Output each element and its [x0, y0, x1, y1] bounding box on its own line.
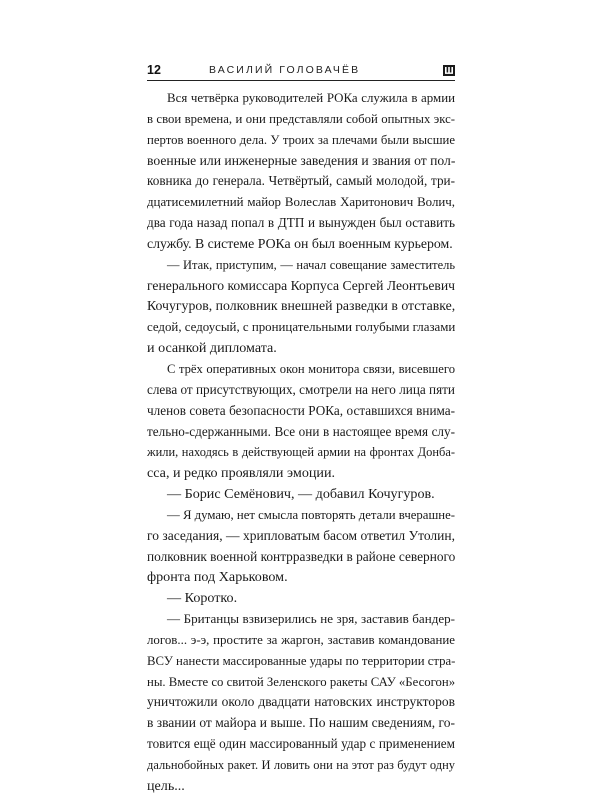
text-line: тельно-сдержанными. Все они в настоящее время слу- [147, 423, 455, 439]
text-line: уничтожили около двадцати натовских инструкторов [147, 694, 455, 710]
running-head-author: ВАСИЛИЙ ГОЛОВАЧЁВ [209, 64, 361, 76]
text-line: сса, и редко проявляли эмоции. [147, 465, 336, 482]
text-line: в звании от майора и выше. По нашим сведениям, го- [147, 715, 455, 731]
text-line: дальнобойных ракет. И ловить они на этот раз будут одну [147, 758, 455, 772]
text-line: Вся четвёрка руководителей РОКа служила в армии [167, 91, 455, 105]
page-number: 12 [147, 63, 161, 77]
text-line: логов... э-э, простите за жаргон, заставив командование [147, 632, 455, 647]
text-line: полковник военной контрразведки в районе северного [147, 548, 456, 564]
text-line: пертов военного дела. У троих за плечами были высшие [147, 132, 455, 147]
text-line: жили, находясь в действующей армии на фронтах Донба- [147, 445, 455, 460]
text-line: — Британцы взвизерились не зря, заставив бандер- [167, 611, 455, 627]
publisher-logo-icon [443, 63, 455, 74]
text-line: го заседания, — хрипловатым басом ответил Утолин, [147, 527, 455, 543]
text-line: фронта под Харьковом. [147, 569, 288, 586]
header-rule [147, 80, 455, 81]
text-line: седой, седоусый, с проницательными голубыми глазами [147, 320, 456, 335]
text-line: — Коротко. [167, 590, 238, 607]
text-line: ковника до генерала. Четвёртый, самый молодой, три- [147, 173, 455, 189]
text-line: — Борис Семёнович, — добавил Кочугуров. [167, 486, 435, 503]
text-line: военные или инженерные заведения и звания от пол- [147, 152, 456, 168]
text-line: ВСУ нанести массированные удары по территории стра- [147, 653, 456, 668]
text-line: дцатисемилетний майор Волеслав Харитонович Волич, [147, 195, 455, 210]
text-line: ны. Вместе со свитой Зеленского ракеты САУ «Бесогон» [147, 674, 456, 689]
text-line: в свои времена, и они представляли собой опытных экс- [147, 111, 455, 126]
text-line: товится ещё один массированный удар с применением [147, 736, 455, 752]
text-line: — Я думаю, нет смысла повторять детали вчерашне- [167, 507, 455, 522]
text-line: членов совета безопасности РОКа, оставшихся внима- [147, 402, 455, 418]
text-line: службу. В системе РОКа он был военным курьером. [147, 235, 453, 251]
text-line: цель... [147, 777, 185, 794]
text-line: — Итак, приступим, — начал совещание заместитель [167, 257, 455, 272]
text-line: генерального комиссара Корпуса Сергей Леонтьевич [147, 277, 455, 293]
body-text [147, 88, 455, 797]
text-line: и осанкой дипломата. [147, 340, 277, 357]
text-line: С трёх оперативных окон монитора связи, висевшего [167, 361, 455, 376]
text-line: Кочугуров, полковник внешней разведки в отставке, [147, 298, 456, 314]
text-line: слева от присутствующих, смотрели на него лица пяти [147, 381, 455, 397]
text-line: два года назад попал в ДТП и вынужден был оставить [147, 215, 455, 231]
page-header [147, 62, 455, 78]
